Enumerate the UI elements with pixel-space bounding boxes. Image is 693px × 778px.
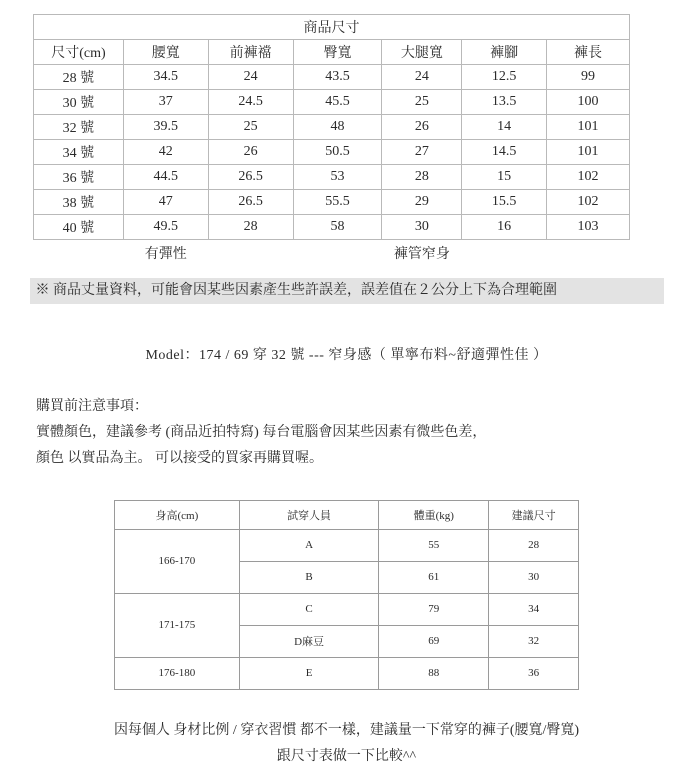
column-header: 臀寬 xyxy=(293,40,382,65)
cell: 43.5 xyxy=(293,65,382,90)
cell: 14 xyxy=(462,115,547,140)
weight-cell: 61 xyxy=(379,561,489,593)
spacer-cell xyxy=(547,240,630,266)
cell: 58 xyxy=(293,215,382,240)
suggested-size-cell: 32 xyxy=(489,625,579,657)
cell: 29 xyxy=(382,190,462,215)
tester-cell: D麻豆 xyxy=(239,625,379,657)
spacer-cell xyxy=(34,240,124,266)
fit-reference-table xyxy=(114,500,579,690)
column-header: 腰寬 xyxy=(123,40,208,65)
cell: 102 xyxy=(547,190,630,215)
cell: 28 xyxy=(382,165,462,190)
weight-cell: 69 xyxy=(379,625,489,657)
cell: 44.5 xyxy=(123,165,208,190)
height-range-cell: 176-180 xyxy=(115,657,240,689)
cell: 99 xyxy=(547,65,630,90)
table-row xyxy=(34,165,630,190)
cell: 28 xyxy=(208,215,293,240)
column-header: 大腿寬 xyxy=(382,40,462,65)
height-range-cell: 171-175 xyxy=(115,593,240,657)
cell: 103 xyxy=(547,215,630,240)
cell: 26.5 xyxy=(208,190,293,215)
cell: 30 xyxy=(382,215,462,240)
purchase-notes xyxy=(36,394,693,472)
size-chart-header-row xyxy=(34,40,630,65)
size-chart-table xyxy=(33,14,630,266)
cell: 12.5 xyxy=(462,65,547,90)
table-row xyxy=(34,90,630,115)
table-row xyxy=(34,65,630,90)
cell: 25 xyxy=(208,115,293,140)
column-header: 建議尺寸 xyxy=(489,500,579,529)
size-label-cell: 34 號 xyxy=(34,140,124,165)
tester-cell: B xyxy=(239,561,379,593)
table-row xyxy=(115,529,579,561)
suggested-size-cell: 34 xyxy=(489,593,579,625)
table-row xyxy=(115,657,579,689)
cell: 47 xyxy=(123,190,208,215)
cell: 48 xyxy=(293,115,382,140)
footnote-row xyxy=(34,240,630,266)
column-header: 前褲襠 xyxy=(208,40,293,65)
thigh-footnote: 褲管窄身 xyxy=(393,246,450,262)
cell: 45.5 xyxy=(293,90,382,115)
height-range-cell: 166-170 xyxy=(115,529,240,593)
column-header: 尺寸(cm) xyxy=(34,40,124,65)
size-label-cell: 36 號 xyxy=(34,165,124,190)
cell: 101 xyxy=(547,115,630,140)
size-label-cell: 32 號 xyxy=(34,115,124,140)
cell: 24 xyxy=(382,65,462,90)
cell: 37 xyxy=(123,90,208,115)
cell: 101 xyxy=(547,140,630,165)
cell: 49.5 xyxy=(123,215,208,240)
cell: 25 xyxy=(382,90,462,115)
tester-cell: C xyxy=(239,593,379,625)
spacer-cell xyxy=(462,240,547,266)
cell: 39.5 xyxy=(123,115,208,140)
size-label-cell: 38 號 xyxy=(34,190,124,215)
table-row xyxy=(34,215,630,240)
size-label-cell: 30 號 xyxy=(34,90,124,115)
fit-table-header-row xyxy=(115,500,579,529)
suggested-size-cell: 28 xyxy=(489,529,579,561)
suggested-size-cell: 36 xyxy=(489,657,579,689)
table-row xyxy=(34,115,630,140)
cell: 26 xyxy=(208,140,293,165)
footer-note xyxy=(0,718,693,770)
cell: 55.5 xyxy=(293,190,382,215)
cell: 100 xyxy=(547,90,630,115)
table-row xyxy=(34,190,630,215)
cell: 15.5 xyxy=(462,190,547,215)
column-header: 褲腳 xyxy=(462,40,547,65)
purchase-notes-line: 實體顏色，建議參考 (商品近拍特寫) 每台電腦會因某些因素有微些色差， xyxy=(36,424,487,440)
column-header: 褲長 xyxy=(547,40,630,65)
tester-cell: E xyxy=(239,657,379,689)
cell: 24.5 xyxy=(208,90,293,115)
cell: 102 xyxy=(547,165,630,190)
cell: 26 xyxy=(382,115,462,140)
cell: 26.5 xyxy=(208,165,293,190)
cell: 24 xyxy=(208,65,293,90)
column-header: 體重(kg) xyxy=(379,500,489,529)
size-chart-title-row xyxy=(34,15,630,40)
cell: 53 xyxy=(293,165,382,190)
suggested-size-cell: 30 xyxy=(489,561,579,593)
cell: 42 xyxy=(123,140,208,165)
cell: 14.5 xyxy=(462,140,547,165)
size-chart-title: 商品尺寸 xyxy=(34,15,630,40)
table-row xyxy=(115,593,579,625)
size-label-cell: 28 號 xyxy=(34,65,124,90)
weight-cell: 88 xyxy=(379,657,489,689)
table-row xyxy=(34,140,630,165)
measurement-notice-bar: ※ 商品丈量資料，可能會因某些因素產生些許誤差，誤差值在２公分上下為合理範圍 xyxy=(30,278,664,304)
cell: 16 xyxy=(462,215,547,240)
cell: 15 xyxy=(462,165,547,190)
spacer-cell xyxy=(293,240,382,266)
column-header: 試穿人員 xyxy=(239,500,379,529)
cell: 50.5 xyxy=(293,140,382,165)
column-header: 身高(cm) xyxy=(115,500,240,529)
cell: 27 xyxy=(382,140,462,165)
cell: 34.5 xyxy=(123,65,208,90)
cell: 13.5 xyxy=(462,90,547,115)
purchase-notes-title: 購買前注意事項： xyxy=(36,398,148,414)
weight-cell: 55 xyxy=(379,529,489,561)
purchase-notes-line: 顏色 以實品為主。 可以接受的買家再購買喔。 xyxy=(36,450,323,466)
footer-note-line: 跟尺寸表做一下比較^^ xyxy=(276,748,417,764)
waist-footnote: 有彈性 xyxy=(144,246,187,262)
tester-cell: A xyxy=(239,529,379,561)
size-label-cell: 40 號 xyxy=(34,215,124,240)
footer-note-line: 因每個人 身材比例 / 穿衣習慣 都不一樣，建議量一下常穿的褲子(腰寬/臀寬) xyxy=(113,722,580,738)
weight-cell: 79 xyxy=(379,593,489,625)
spacer-cell xyxy=(208,240,293,266)
model-info-line: Model：174 / 69 穿 32 號 --- 窄身感（ 單寧布料~舒適彈性佳 ） xyxy=(145,347,548,363)
